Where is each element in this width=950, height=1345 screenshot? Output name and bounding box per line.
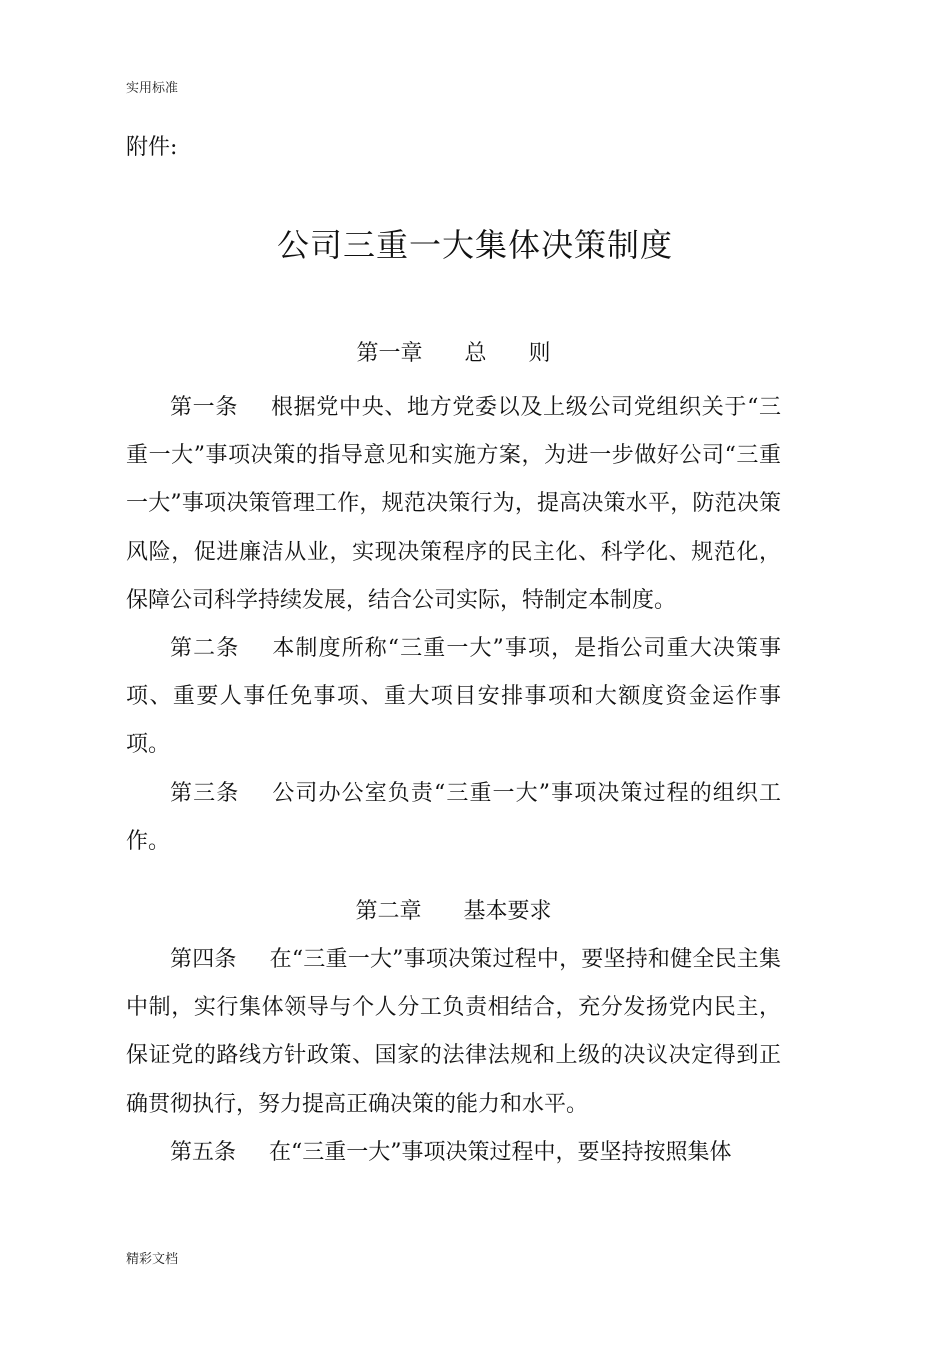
chapter-heading: 第一章 总 则: [356, 341, 551, 366]
document-title: 公司三重一大集体决策制度: [276, 226, 673, 264]
article-number: 第二条: [170, 636, 240, 662]
article-text: 公司办公室负责“三重一大”事项决策过程的组织工作。: [126, 780, 781, 854]
article-paragraph: [126, 936, 781, 1129]
article-paragraph: [126, 625, 781, 770]
document-body: [126, 330, 781, 1177]
article-paragraph: [126, 384, 781, 625]
article-number: 第四条: [170, 947, 237, 973]
chapter-heading: 第二章 基本要求: [355, 899, 552, 925]
article-number: 第三条: [170, 780, 240, 806]
article-text: 在“三重一大”事项决策过程中，要坚持按照集体: [269, 1139, 732, 1165]
article-paragraph: [126, 1129, 781, 1177]
page-header-note: 实用标准: [126, 81, 179, 96]
page-footer-note: 精彩文档: [126, 1252, 179, 1267]
article-number: 第五条: [170, 1139, 237, 1165]
article-text: 在“三重一大”事项决策过程中，要坚持和健全民主集中制，实行集体领导与个人分工负责相结合，充分发扬党内民主，保证党的路线方针政策、国家的法律法规和上级的决议决定得到正确贯彻执行，努力提高正确决策的能力和水平。: [126, 947, 781, 1117]
attachment-label: 附件:: [126, 135, 178, 160]
article-text: 本制度所称“三重一大”事项，是指公司重大决策事项、重要人事任免事项、重大项目安排事项和大额度资金运作事项。: [126, 636, 781, 758]
article-text: 根据党中央、地方党委以及上级公司党组织关于“三重一大”事项决策的指导意见和实施方案，为进一步做好公司“三重一大”事项决策管理工作，规范决策行为，提高决策水平，防范决策风险，促进廉洁从业，实现决策程序的民主化、科学化、规范化，保障公司科学持续发展，结合公司实际，特制定本制度。: [126, 395, 781, 613]
article-paragraph: [126, 770, 781, 866]
article-number: 第一条: [170, 395, 239, 420]
